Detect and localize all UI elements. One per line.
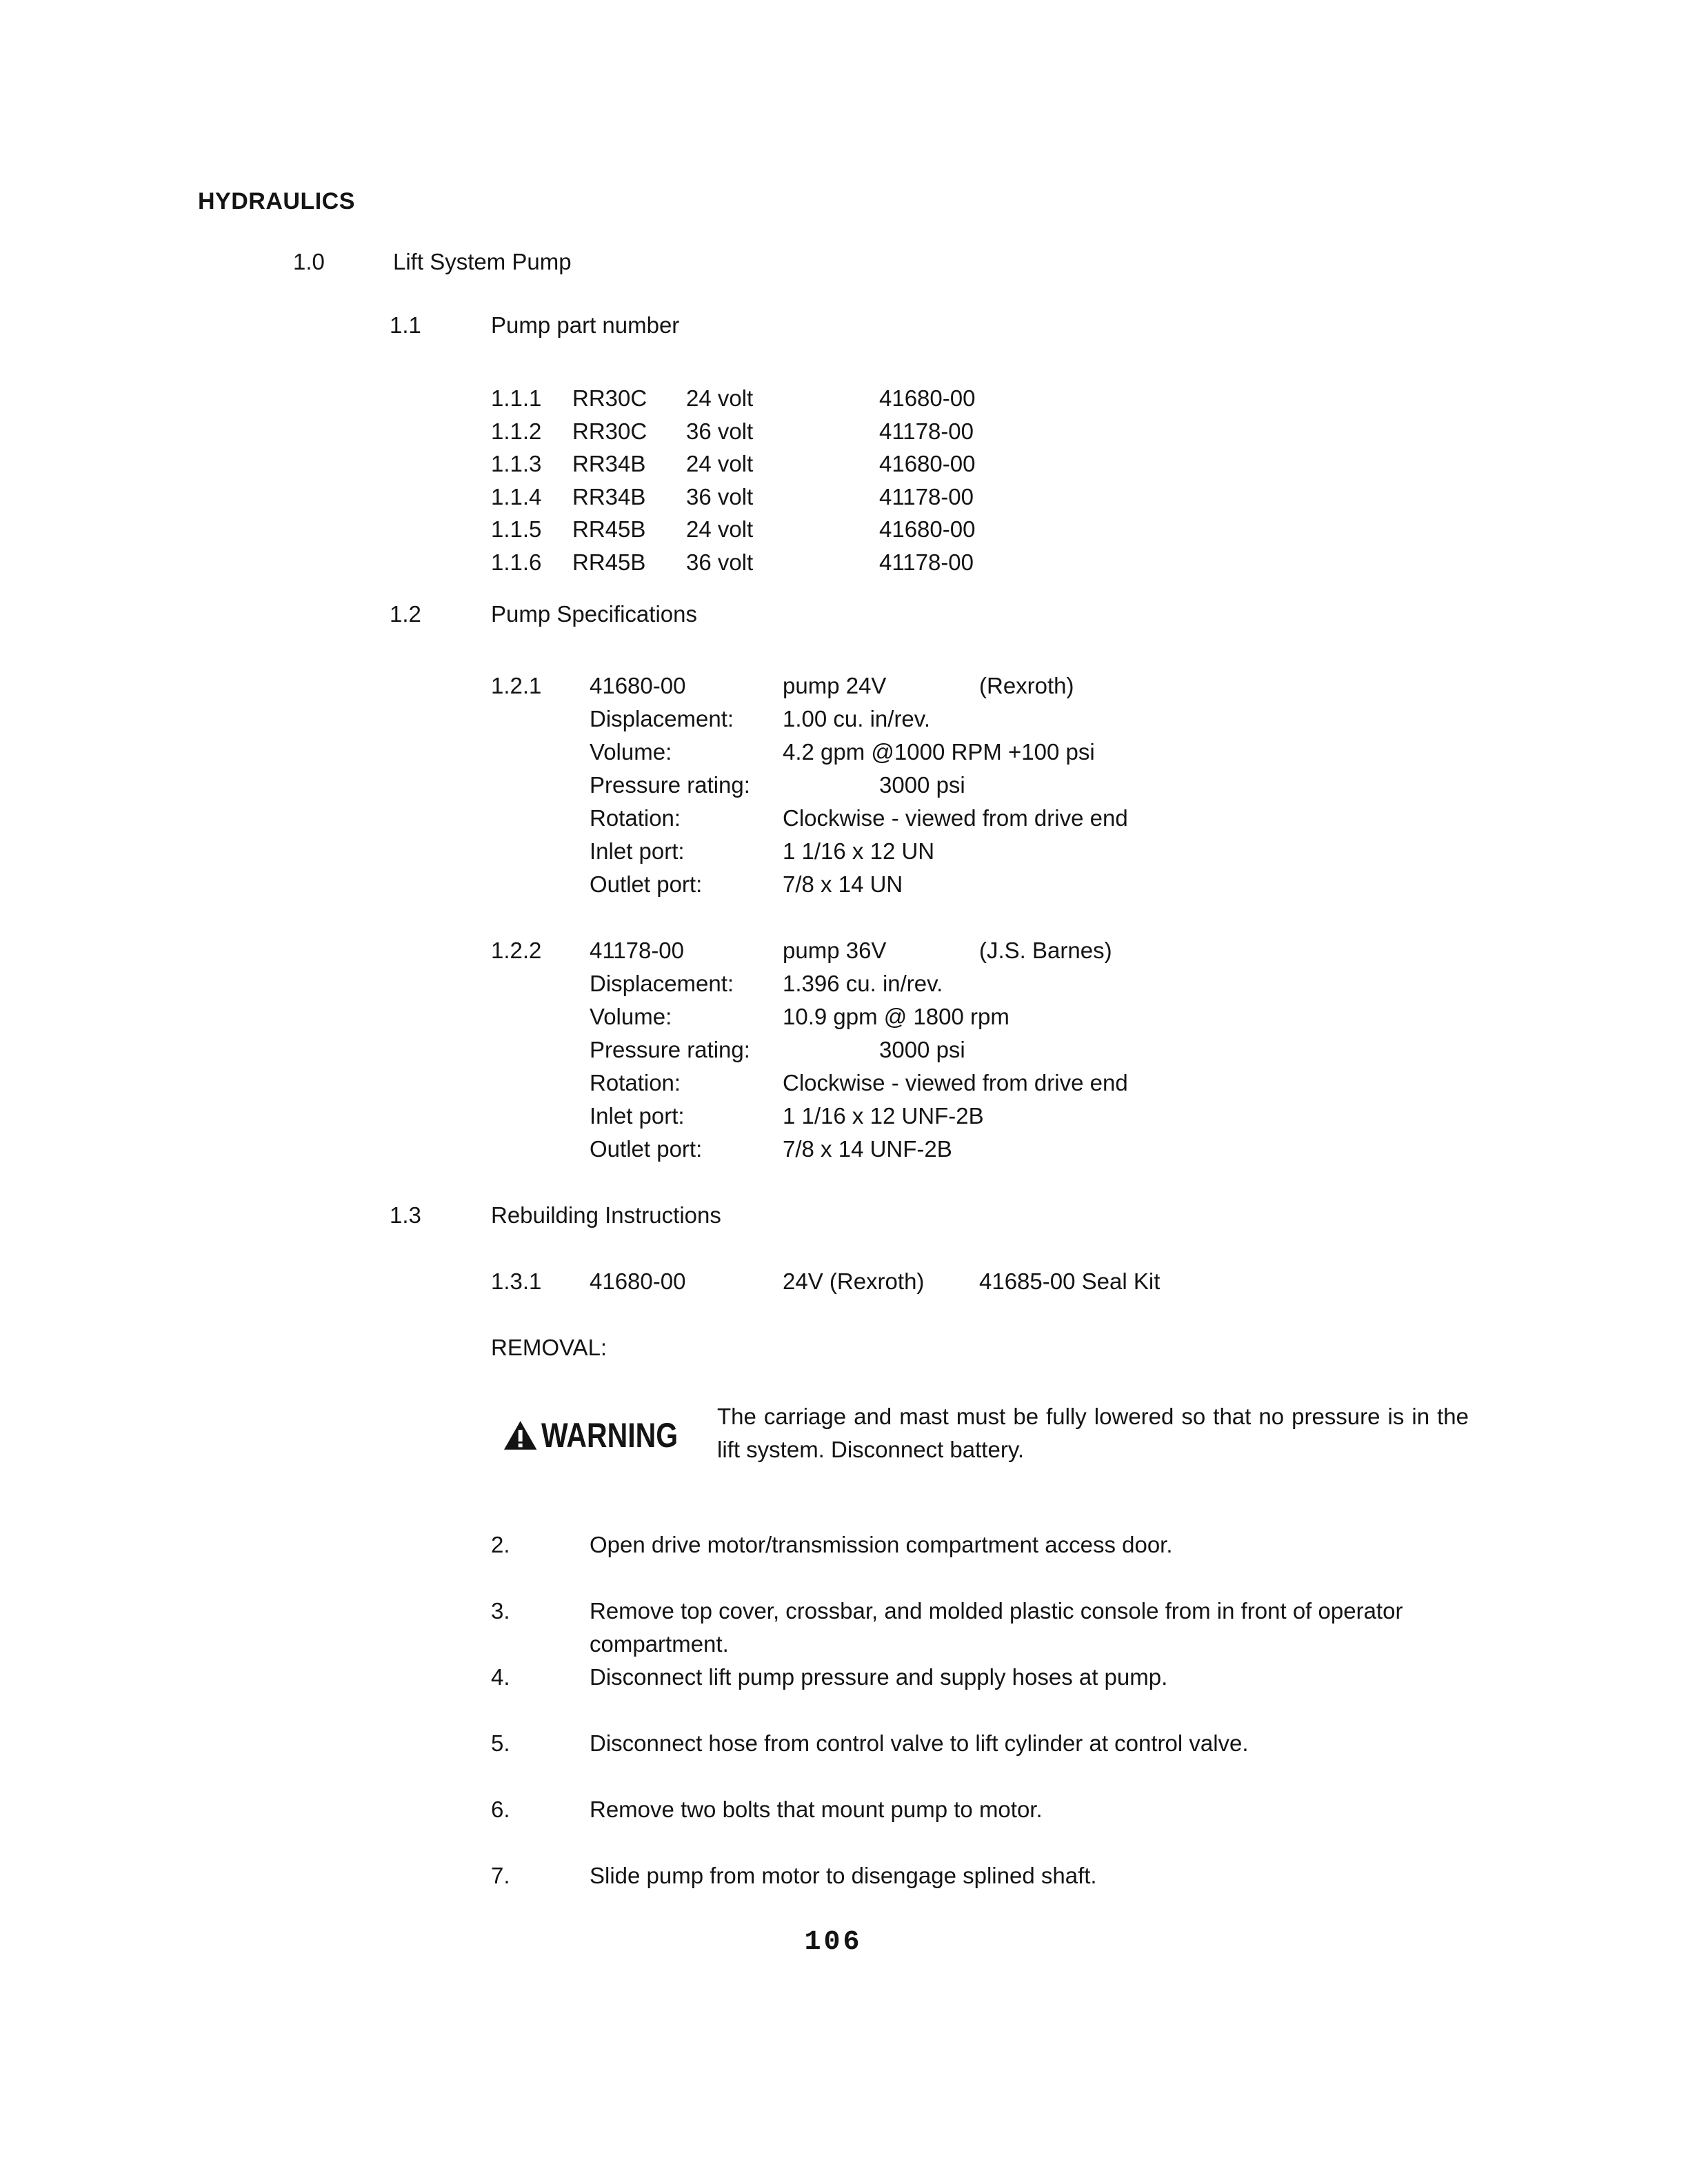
spec-label: Displacement: <box>590 706 734 731</box>
step-number: 7. <box>491 1863 510 1888</box>
section-1-0 <box>293 245 1469 279</box>
spec-label: Rotation: <box>590 1070 681 1095</box>
spec-label: Outlet port: <box>590 871 703 897</box>
item-number: 1.1.3 <box>491 451 542 476</box>
pump-model: RR34B <box>572 483 646 509</box>
pump-name: pump 24V <box>783 673 887 698</box>
section-number: 1.3 <box>390 1202 421 1228</box>
item-number: 1.1.1 <box>491 385 542 411</box>
spec-label: Inlet port: <box>590 838 685 864</box>
spec-value: 4.2 gpm @1000 RPM +100 psi <box>783 739 1095 765</box>
item-number: 1.2.1 <box>491 673 542 698</box>
step-text: Remove top cover, crossbar, and molded plastic console from in front of operator compartment. <box>590 1598 1403 1657</box>
spec-label: Volume: <box>590 739 672 765</box>
page-number: 106 <box>804 1927 863 1958</box>
spec-row <box>590 769 1469 802</box>
part-number: 41680-00 <box>879 516 976 542</box>
spec-row <box>590 835 1469 868</box>
pump-voltage: 24 volt <box>686 451 754 476</box>
item-number: 1.1.6 <box>491 549 542 575</box>
spec-value: Clockwise - viewed from drive end <box>783 805 1128 831</box>
section-title: Lift System Pump <box>393 249 572 274</box>
part-row <box>491 447 1469 481</box>
spec-row <box>590 1133 1469 1166</box>
section-title: Pump part number <box>491 312 680 338</box>
pump-voltage: 36 volt <box>686 483 754 509</box>
pump-model: RR30C <box>572 385 647 411</box>
section-title: Rebuilding Instructions <box>491 1202 721 1228</box>
pump-part-number-table <box>491 382 1469 578</box>
step-number: 2. <box>491 1532 510 1557</box>
spec-label: Pressure rating: <box>590 772 750 798</box>
spec-value: 1.00 cu. in/rev. <box>783 706 931 731</box>
step-3 <box>491 1595 1469 1661</box>
pump-model: RR34B <box>572 451 646 476</box>
spec-value: 3000 psi <box>879 772 965 798</box>
step-text: Disconnect lift pump pressure and supply hoses at pump. <box>590 1664 1168 1690</box>
section-1-1 <box>390 309 1469 342</box>
spec-value: 10.9 gpm @ 1800 rpm <box>783 1004 1009 1029</box>
section-1-2 <box>390 598 1469 631</box>
pump-voltage: 36 volt <box>686 418 754 444</box>
spec-row <box>590 1066 1469 1100</box>
warning-label: WARNING <box>541 1416 679 1455</box>
section-number: 1.0 <box>293 249 325 274</box>
spec-row <box>590 1033 1469 1066</box>
step-text: Remove two bolts that mount pump to motor. <box>590 1797 1043 1822</box>
spec-row <box>590 1000 1469 1033</box>
part-number: 41178-00 <box>590 938 685 963</box>
step-6 <box>491 1793 1469 1826</box>
spec-value: 1.396 cu. in/rev. <box>783 971 943 996</box>
spec-row <box>590 802 1469 835</box>
spec-value: 7/8 x 14 UN <box>783 871 903 897</box>
section-title: Pump Specifications <box>491 601 697 627</box>
item-number: 1.2.2 <box>491 938 542 963</box>
section-number: 1.1 <box>390 312 421 338</box>
part-number: 41178-00 <box>879 483 974 509</box>
part-number: 41680-00 <box>879 385 976 411</box>
spec-value: 1 1/16 x 12 UNF-2B <box>783 1103 984 1129</box>
pump-model: RR30C <box>572 418 647 444</box>
spec-value: 3000 psi <box>879 1037 965 1062</box>
part-number: 41178-00 <box>879 418 974 444</box>
pump-name: 24V (Rexroth) <box>783 1268 925 1294</box>
step-number: 4. <box>491 1664 510 1690</box>
spec-row <box>590 868 1469 901</box>
item-number: 1.1.2 <box>491 418 542 444</box>
spec-row <box>590 736 1469 769</box>
spec-value: 1 1/16 x 12 UN <box>783 838 935 864</box>
pump-name: pump 36V <box>783 938 887 963</box>
spec-block-36v <box>491 934 1469 1166</box>
page-header-title: HYDRAULICS <box>198 188 355 214</box>
item-number: 1.3.1 <box>491 1268 542 1294</box>
warning-block <box>503 1400 1469 1466</box>
step-number: 3. <box>491 1598 510 1624</box>
spec-block-24v <box>491 669 1469 901</box>
part-row <box>491 546 1469 579</box>
pump-maker: (J.S. Barnes) <box>979 938 1112 963</box>
part-number: 41680-00 <box>590 673 686 698</box>
step-number: 5. <box>491 1730 510 1756</box>
step-text: Disconnect hose from control valve to lift cylinder at control valve. <box>590 1730 1249 1756</box>
part-row <box>491 415 1469 448</box>
spec-label: Outlet port: <box>590 1136 703 1162</box>
seal-kit-row <box>491 1265 1469 1298</box>
removal-heading: REMOVAL: <box>491 1335 607 1360</box>
step-2 <box>491 1528 1469 1561</box>
step-4 <box>491 1661 1469 1694</box>
pump-voltage: 36 volt <box>686 549 754 575</box>
spec-label: Pressure rating: <box>590 1037 750 1062</box>
section-1-3 <box>390 1199 1469 1232</box>
step-number: 6. <box>491 1797 510 1822</box>
part-row <box>491 382 1469 415</box>
spec-label: Rotation: <box>590 805 681 831</box>
pump-maker: (Rexroth) <box>979 673 1074 698</box>
spec-label: Inlet port: <box>590 1103 685 1129</box>
seal-kit: 41685-00 Seal Kit <box>979 1268 1160 1294</box>
part-row <box>491 481 1469 514</box>
step-text: Open drive motor/transmission compartment access door. <box>590 1532 1173 1557</box>
spec-value: Clockwise - viewed from drive end <box>783 1070 1128 1095</box>
step-7 <box>491 1859 1469 1892</box>
item-number: 1.1.4 <box>491 483 542 509</box>
part-row <box>491 513 1469 546</box>
item-number: 1.1.5 <box>491 516 542 542</box>
part-number: 41178-00 <box>879 549 974 575</box>
spec-value: 7/8 x 14 UNF-2B <box>783 1136 952 1162</box>
warning-triangle-icon <box>503 1417 537 1454</box>
pump-model: RR45B <box>572 549 646 575</box>
step-text: Slide pump from motor to disengage splined shaft. <box>590 1863 1097 1888</box>
spec-label: Displacement: <box>590 971 734 996</box>
spec-row <box>590 1100 1469 1133</box>
spec-row <box>590 967 1469 1000</box>
section-number: 1.2 <box>390 601 421 627</box>
spec-heading <box>491 669 1469 702</box>
spec-row <box>590 702 1469 736</box>
part-number: 41680-00 <box>879 451 976 476</box>
pump-voltage: 24 volt <box>686 385 754 411</box>
warning-text: The carriage and mast must be fully lowered so that no pressure is in the lift system. Disconnect battery. <box>717 1404 1469 1462</box>
spec-label: Volume: <box>590 1004 672 1029</box>
step-5 <box>491 1727 1469 1760</box>
pump-voltage: 24 volt <box>686 516 754 542</box>
pump-model: RR45B <box>572 516 646 542</box>
spec-heading <box>491 934 1469 967</box>
warning-sign <box>503 1400 708 1455</box>
part-number: 41680-00 <box>590 1268 686 1294</box>
